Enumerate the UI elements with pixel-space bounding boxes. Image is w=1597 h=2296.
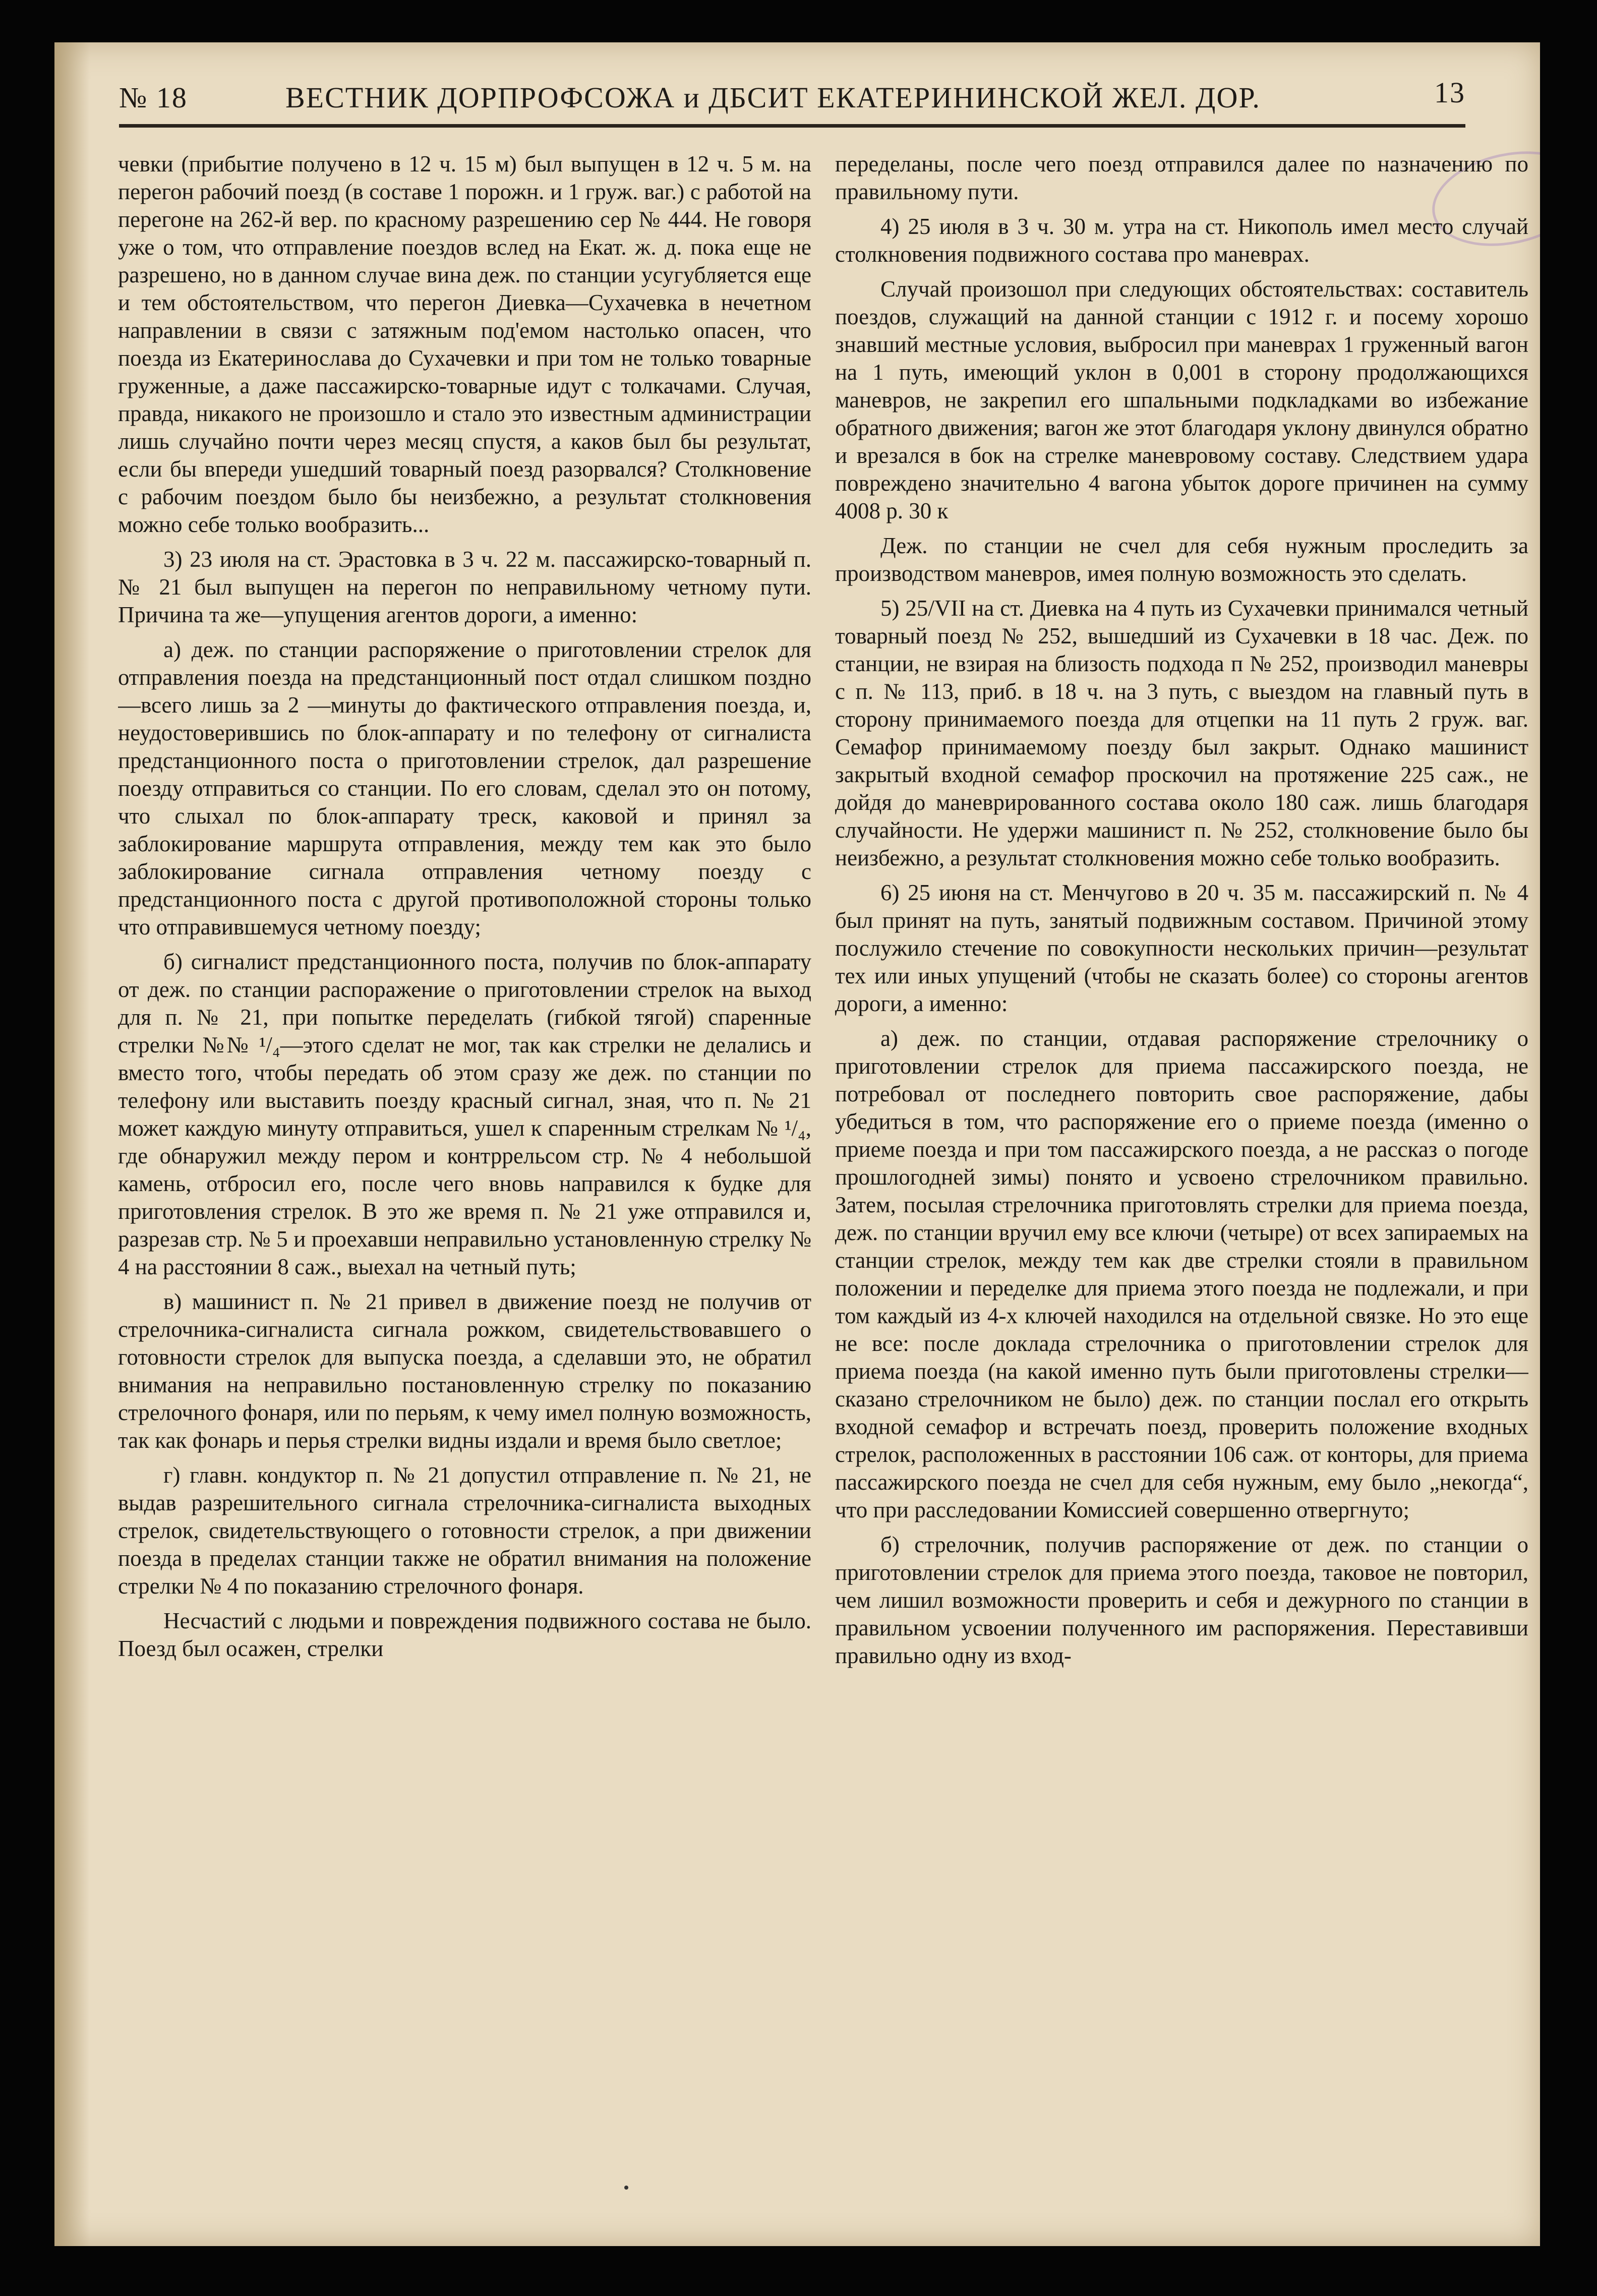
paragraph: б) стрелочник, получив распоряжение от деж. по станции о приготовлении стрелок для приема этого поезда, таковое не повторил, чем лишил возможности проверить и себя и дежурного по станции в правильном усвоении полученного им распоряжения. Переставивши правильно одну из вход- xyxy=(835,1532,1528,1668)
paragraph: в) машинист п. № 21 привел в движение поезд не получив от стрелочника-сигналиста сигнала рожком, свидетельствовавшего о готовности стрелок для выпуска поезда, а сделавши это, не обратил внимания на неправильно постановленную стрелку по показанию стрелочного фонаря, или по перьям, к чему имел полную возможность, так как фонарь и перья стрелки видны издали и время было светлое; xyxy=(118,1289,811,1453)
header-rule xyxy=(119,124,1465,128)
paragraph: б) сигналист предстанционного поста, получив по блок-аппарату от деж. по станции распоражение о приготовлении стрелок на выход для п. № 21, при попытке переделать (гибкой тягой) спаренные стрелки №№ ¹/₄—этого сделат не мог, так как стрелки не делались и вместо того, чтобы передать об этом сразу же деж. по станции по телефону или выставить поезду красный сигнал, зная, что п. № 21 может каждую минуту отправиться, ушел к спаренным стрелкам № ¹/₄, где обнаружил между пером и контррельсом стр. № 4 небольшой камень, отбросил его, после чего вновь направился к будке для приготовления стрелок. В это же время п. № 21 уже отправился и, разрезав стр. № 5 и проехавши неправильно установленную стрелку № 4 на расстоянии 8 саж., выехал на четный путь; xyxy=(118,949,811,1279)
paragraph: 6) 25 июня на ст. Менчугово в 20 ч. 35 м. пассажирский п. № 4 был принят на путь, занятый подвижным составом. Причиной этому послужило стечение по совокупности нескольких причин—результат тех или иных упущений (чтобы не сказать более) со стороны агентов дороги, а именно: xyxy=(835,880,1528,1016)
paragraph: Деж. по станции не счел для себя нужным проследить за производством маневров, имея полную возможность это сделать. xyxy=(835,533,1528,586)
publication-title: ВЕСТНИК ДОРПРОФСОЖА и ДБСИТ ЕКАТЕРИНИНСКОЙ ЖЕЛ. ДОР. xyxy=(285,81,1261,114)
paragraph: а) деж. по станции, отдавая распоряжение стрелочнику о приготовлении стрелок для приема пассажирского поезда, не потребовал от последнего повторить свое распоряжение, дабы убедиться в том, что распоряжение его о приеме поезда (именно о приеме поезда и при том пассажирского поезда, а не рассказ о погоде прошлогодней зимы) понято и усвоено стрелочником правильно. Затем, посылая стрелочника приготовлять стрелки для приема поезда, деж. по станции вручил ему все ключи (четыре) от всех запираемых на станции стрелок, между тем как две стрелки стояли в правильном положении и переделке для приема этого поезда не подлежали, и при том каждый из 4-х ключей находился на отдельной связке. Но это еще не все: после доклада стрелочника о приготовлении стрелок для приема поезда (на какой именно путь были приготовлены стрелки—сказано стрелочником не было) деж. по станции послал его открыть входной семафор и встречать поезд, проверить положение входных стрелок, расположенных в расстоянии 106 саж. от конторы, для приема пассажирского поезда не счел для себя нужным, ему было „некогда“, что при расследовании Комиссией совершенно отвергнуто; xyxy=(835,1026,1528,1522)
newspaper-page xyxy=(54,42,1540,2246)
page-header xyxy=(119,76,1465,131)
issue-number: № 18 xyxy=(119,81,188,114)
paragraph: 4) 25 июля в 3 ч. 30 м. утра на ст. Никополь имел место случай столкновения подвижного состава про маневрах. xyxy=(835,214,1528,267)
paragraph: чевки (прибытие получено в 12 ч. 15 м) был выпущен в 12 ч. 5 м. на перегон рабочий поезд (в составе 1 порожн. и 1 груж. ваг.) с работой на перегоне на 262-й вер. по красному разрешению сер № 444. Не говоря уже о том, что отправление поездов вслед на Екат. ж. д. пока еще не разрешено, но в данном случае вина деж. по станции усугубляется еще и тем обстоятельством, что перегон Диевка—Сухачевка в нечетном направлении в связи с затяжным под'емом настолько опасен, что поезда из Екатеринослава до Сухачевки и при том не только товарные груженные, а даже пассажирско-товарные идут с толкачами. Случая, правда, никакого не произошло и стало это известным администрации лишь случайно почти через месяц спустя, а каков был бы результат, если бы впереди ушедший товарный поезд разорвался? Столкновение с рабочим поездом было бы неизбежно, а результат столкновения можно себе только вообразить... xyxy=(118,151,811,537)
paragraph: а) деж. по станции распоряжение о приготовлении стрелок для отправления поезда на предстанционный пост отдал слишком поздно—всего лишь за 2 —минуты до фактического отправления поезда, и, неудостоверившись по блок-аппарату и по телефону от сигналиста предстанционного поста о приготовлении стрелок, дал разрешение поезду отправиться со станции. По его словам, сделал это он потому, что слыхал по блок-аппарату треск, каковой и принял за заблокирование маршрута отправления, между тем как это было заблокирование сигнала отправления четному поезду с предстанционного поста с другой противоположной стороны только что отправившемуся четному поезду; xyxy=(118,637,811,939)
left-column xyxy=(118,150,811,2077)
page-number: 13 xyxy=(1434,76,1465,109)
paragraph: Несчастий с людьми и повреждения подвижного состава не было. Поезд был осажен, стрелки xyxy=(118,1608,811,1661)
paragraph: Случай произошол при следующих обстоятельствах: составитель поездов, служащий на данной станции с 1912 г. и посему хорошо знавший местные условия, выбросил при маневрах 1 груженный вагон на 1 путь, имеющий уклон в 0,001 в сторону продолжающихся маневров, не закрепил его шпальными подкладками во избежание обратного движения; вагон же этот благодаря уклону двинулся обратно и врезался в бок на стрелке маневровому составу. Следствием удара повреждено значительно 4 вагона убыток дороге причинен на сумму 4008 р. 30 к xyxy=(835,276,1528,523)
paragraph: г) главн. кондуктор п. № 21 допустил отправление п. № 21, не выдав разрешительного сигнала стрелочника-сигналиста выходных стрелок, свидетельствующего о готовности стрелок, а при движении поезда в пределах станции также не обратил внимания на положение стрелки № 4 по показанию стрелочного фонаря. xyxy=(118,1462,811,1599)
paragraph: 5) 25/VII на ст. Диевка на 4 путь из Сухачевки принимался четный товарный поезд № 252, вышедший из Сухачевки в 18 час. Деж. по станции, не взирая на близость подхода п № 252, производил маневры с п. № 113, приб. в 18 ч. на 3 путь, с выездом на главный путь в сторону принимаемого поезда для отцепки на 11 путь 2 груж. ваг. Семафор принимаемому поезду был закрыт. Однако машинист закрытый входной семафор проскочил на протяжение 225 саж., не дойдя до маневрированного состава около 180 саж. лишь благодаря случайности. Не удержи машинист п. № 252, столкновение было бы неизбежно, а результат столкновения можно себе только вообразить. xyxy=(835,596,1528,870)
paragraph: 3) 23 июля на ст. Эрастовка в 3 ч. 22 м. пассажирско-товарный п. № 21 был выпущен на перегон по неправильному четному пути. Причина та же—упущения агентов дороги, а именно: xyxy=(118,547,811,627)
page-spine-shadow xyxy=(54,42,90,2246)
paragraph: переделаны, после чего поезд отправился далее по назначению по правильному пути. xyxy=(835,151,1528,204)
right-column xyxy=(835,150,1528,2077)
print-mark xyxy=(624,2186,628,2190)
